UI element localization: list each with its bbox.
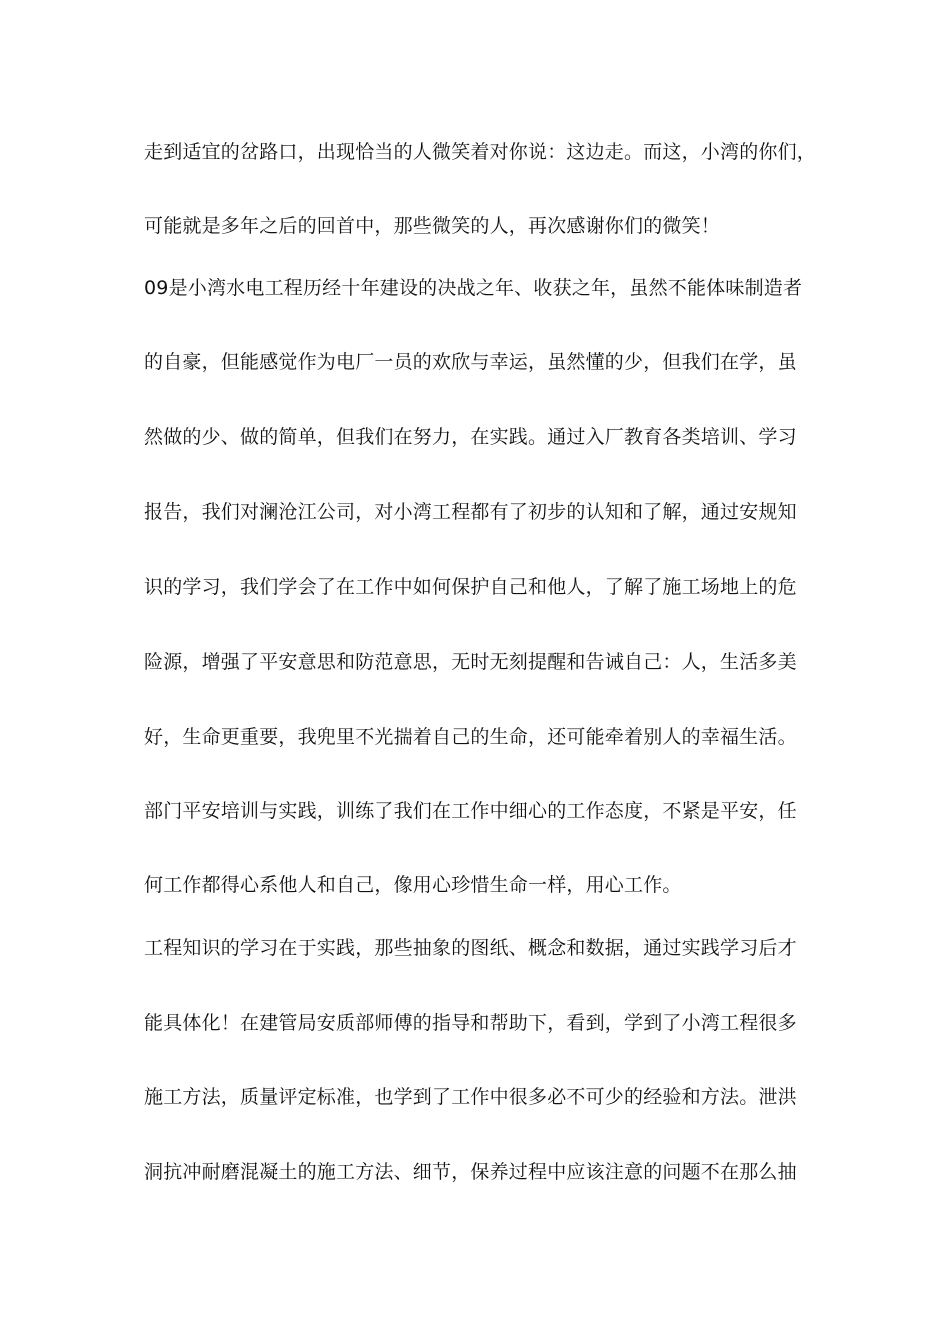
text-line-11: 何工作都得心系他人和自己，像用心珍惜生命一样，用心工作。 <box>144 874 682 896</box>
text-line-5: 然做的少、做的简单，但我们在努力，在实践。通过入厂教育各类培训、学习 <box>144 426 797 448</box>
text-line-3: 09是小湾水电工程历经十年建设的决战之年、收获之年，虽然不能体味制造者 <box>144 277 803 299</box>
text-line-13: 能具体化！在建管局安质部师傅的指导和帮助下，看到，学到了小湾工程很多 <box>144 1012 797 1034</box>
text-line-1: 走到适宜的岔路口，出现恰当的人微笑着对你说：这边走。而这，小湾的你们， <box>144 141 817 163</box>
text-line-15: 洞抗冲耐磨混凝土的施工方法、细节，保养过程中应该注意的问题不在那么抽 <box>144 1161 797 1183</box>
text-line-4: 的自豪，但能感觉作为电厂一员的欢欣与幸运，虽然懂的少，但我们在学，虽 <box>144 351 797 373</box>
text-line-7: 识的学习，我们学会了在工作中如何保护自己和他人，了解了施工场地上的危 <box>144 576 797 598</box>
text-line-9: 好，生命更重要，我兜里不光揣着自己的生命，还可能牵着别人的幸福生活。 <box>144 726 797 748</box>
text-line-6: 报告，我们对澜沧江公司，对小湾工程都有了初步的认知和了解，通过安规知 <box>144 501 797 523</box>
text-line-14: 施工方法，质量评定标准，也学到了工作中很多必不可少的经验和方法。泄洪 <box>144 1086 797 1108</box>
text-line-8: 险源，增强了平安意思和防范意思，无时无刻提醒和告诫自己：人，生活多美 <box>144 651 797 673</box>
text-line-12: 工程知识的学习在于实践，那些抽象的图纸、概念和数据，通过实践学习后才 <box>144 937 797 959</box>
text-line-2: 可能就是多年之后的回首中，那些微笑的人，再次感谢你们的微笑！ <box>144 215 721 237</box>
text-line-10: 部门平安培训与实践，训练了我们在工作中细心的工作态度，不紧是平安，任 <box>144 800 797 822</box>
